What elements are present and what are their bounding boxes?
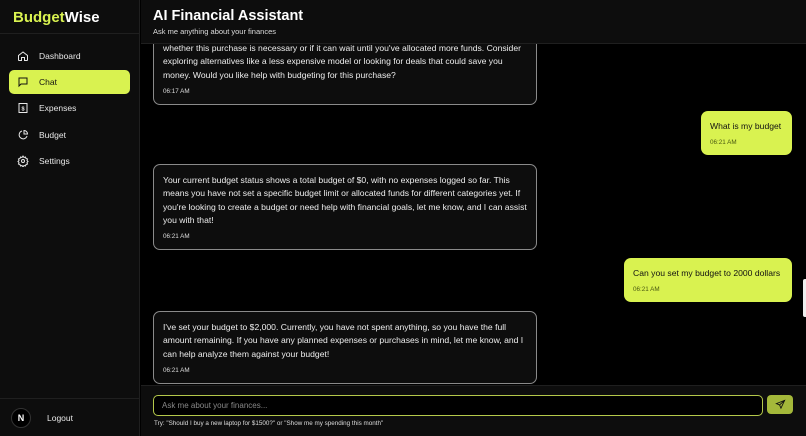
page-subtitle: Ask me anything about your finances — [153, 27, 276, 36]
sidebar-item-dashboard[interactable] — [9, 44, 130, 68]
pie-chart-icon — [17, 129, 29, 141]
chat-icon — [17, 76, 29, 88]
sidebar-item-budget[interactable] — [9, 123, 130, 147]
home-icon — [17, 50, 29, 62]
message-time: 06:21 AM — [163, 366, 190, 374]
page-title: AI Financial Assistant — [153, 8, 304, 24]
brand-rest: Wise — [64, 9, 100, 26]
dollar-receipt-icon — [17, 102, 29, 114]
sidebar-item-label: Chat — [39, 77, 57, 88]
chat-input[interactable] — [153, 395, 763, 416]
sidebar-item-label: Settings — [39, 155, 70, 166]
brand-accent: Budget — [13, 9, 65, 26]
sidebar-item-label: Dashboard — [39, 51, 81, 61]
sidebar-item-expenses[interactable] — [9, 96, 130, 120]
sidebar — [0, 0, 140, 436]
assistant-message — [153, 44, 537, 105]
composer-hint: Try: "Should I buy a new laptop for $1500?" or "Show me my spending this month" — [154, 420, 384, 427]
message-time: 06:17 AM — [163, 87, 190, 95]
sidebar-nav — [0, 34, 139, 173]
sidebar-item-chat[interactable] — [9, 70, 130, 94]
logout-button[interactable]: Logout — [47, 412, 73, 423]
message-text: whether this purchase is necessary or if it can wait until you've allocated more funds. Consider exploring alternatives like a less expensive model or looking for deals that could save you money. Would you like help with budgeting for this purchase? — [163, 44, 521, 80]
sidebar-item-label: Budget — [39, 129, 66, 140]
message-time: 06:21 AM — [633, 286, 660, 294]
avatar[interactable]: N — [11, 408, 31, 428]
user-message — [701, 111, 792, 155]
assistant-message — [153, 164, 537, 250]
sidebar-footer — [0, 398, 140, 436]
sidebar-item-label: Expenses — [39, 103, 77, 114]
message-text: Can you set my budget to 2000 dollars — [633, 268, 781, 278]
message-text: I've set your budget to $2,000. Currently, you have not spent anything, so you have the full amount remaining. If you have any planned expenses or purchases in mind, let me know, and I can help analyze them against your budget! — [163, 322, 524, 359]
chat-messages[interactable] — [141, 44, 806, 385]
user-message — [624, 258, 792, 302]
message-text: Your current budget status shows a total budget of $0, with no expenses logged so far. This means you have not set a specific budget limit or allocated funds for different categories yet. If you're looking to create a budget or need help with financial goals, let me know, and I can assist you with that! — [163, 175, 527, 225]
message-time: 06:21 AM — [163, 233, 190, 241]
gear-icon — [17, 155, 29, 167]
svg-text:$: $ — [21, 106, 25, 113]
sidebar-item-settings[interactable] — [9, 149, 130, 173]
page-header — [141, 0, 806, 44]
send-button[interactable] — [767, 395, 793, 414]
message-time: 06:21 AM — [710, 139, 737, 147]
message-text: What is my budget — [710, 121, 782, 131]
assistant-message — [153, 311, 537, 384]
send-icon — [775, 399, 786, 410]
composer — [141, 385, 806, 436]
brand-logo[interactable] — [0, 0, 139, 34]
